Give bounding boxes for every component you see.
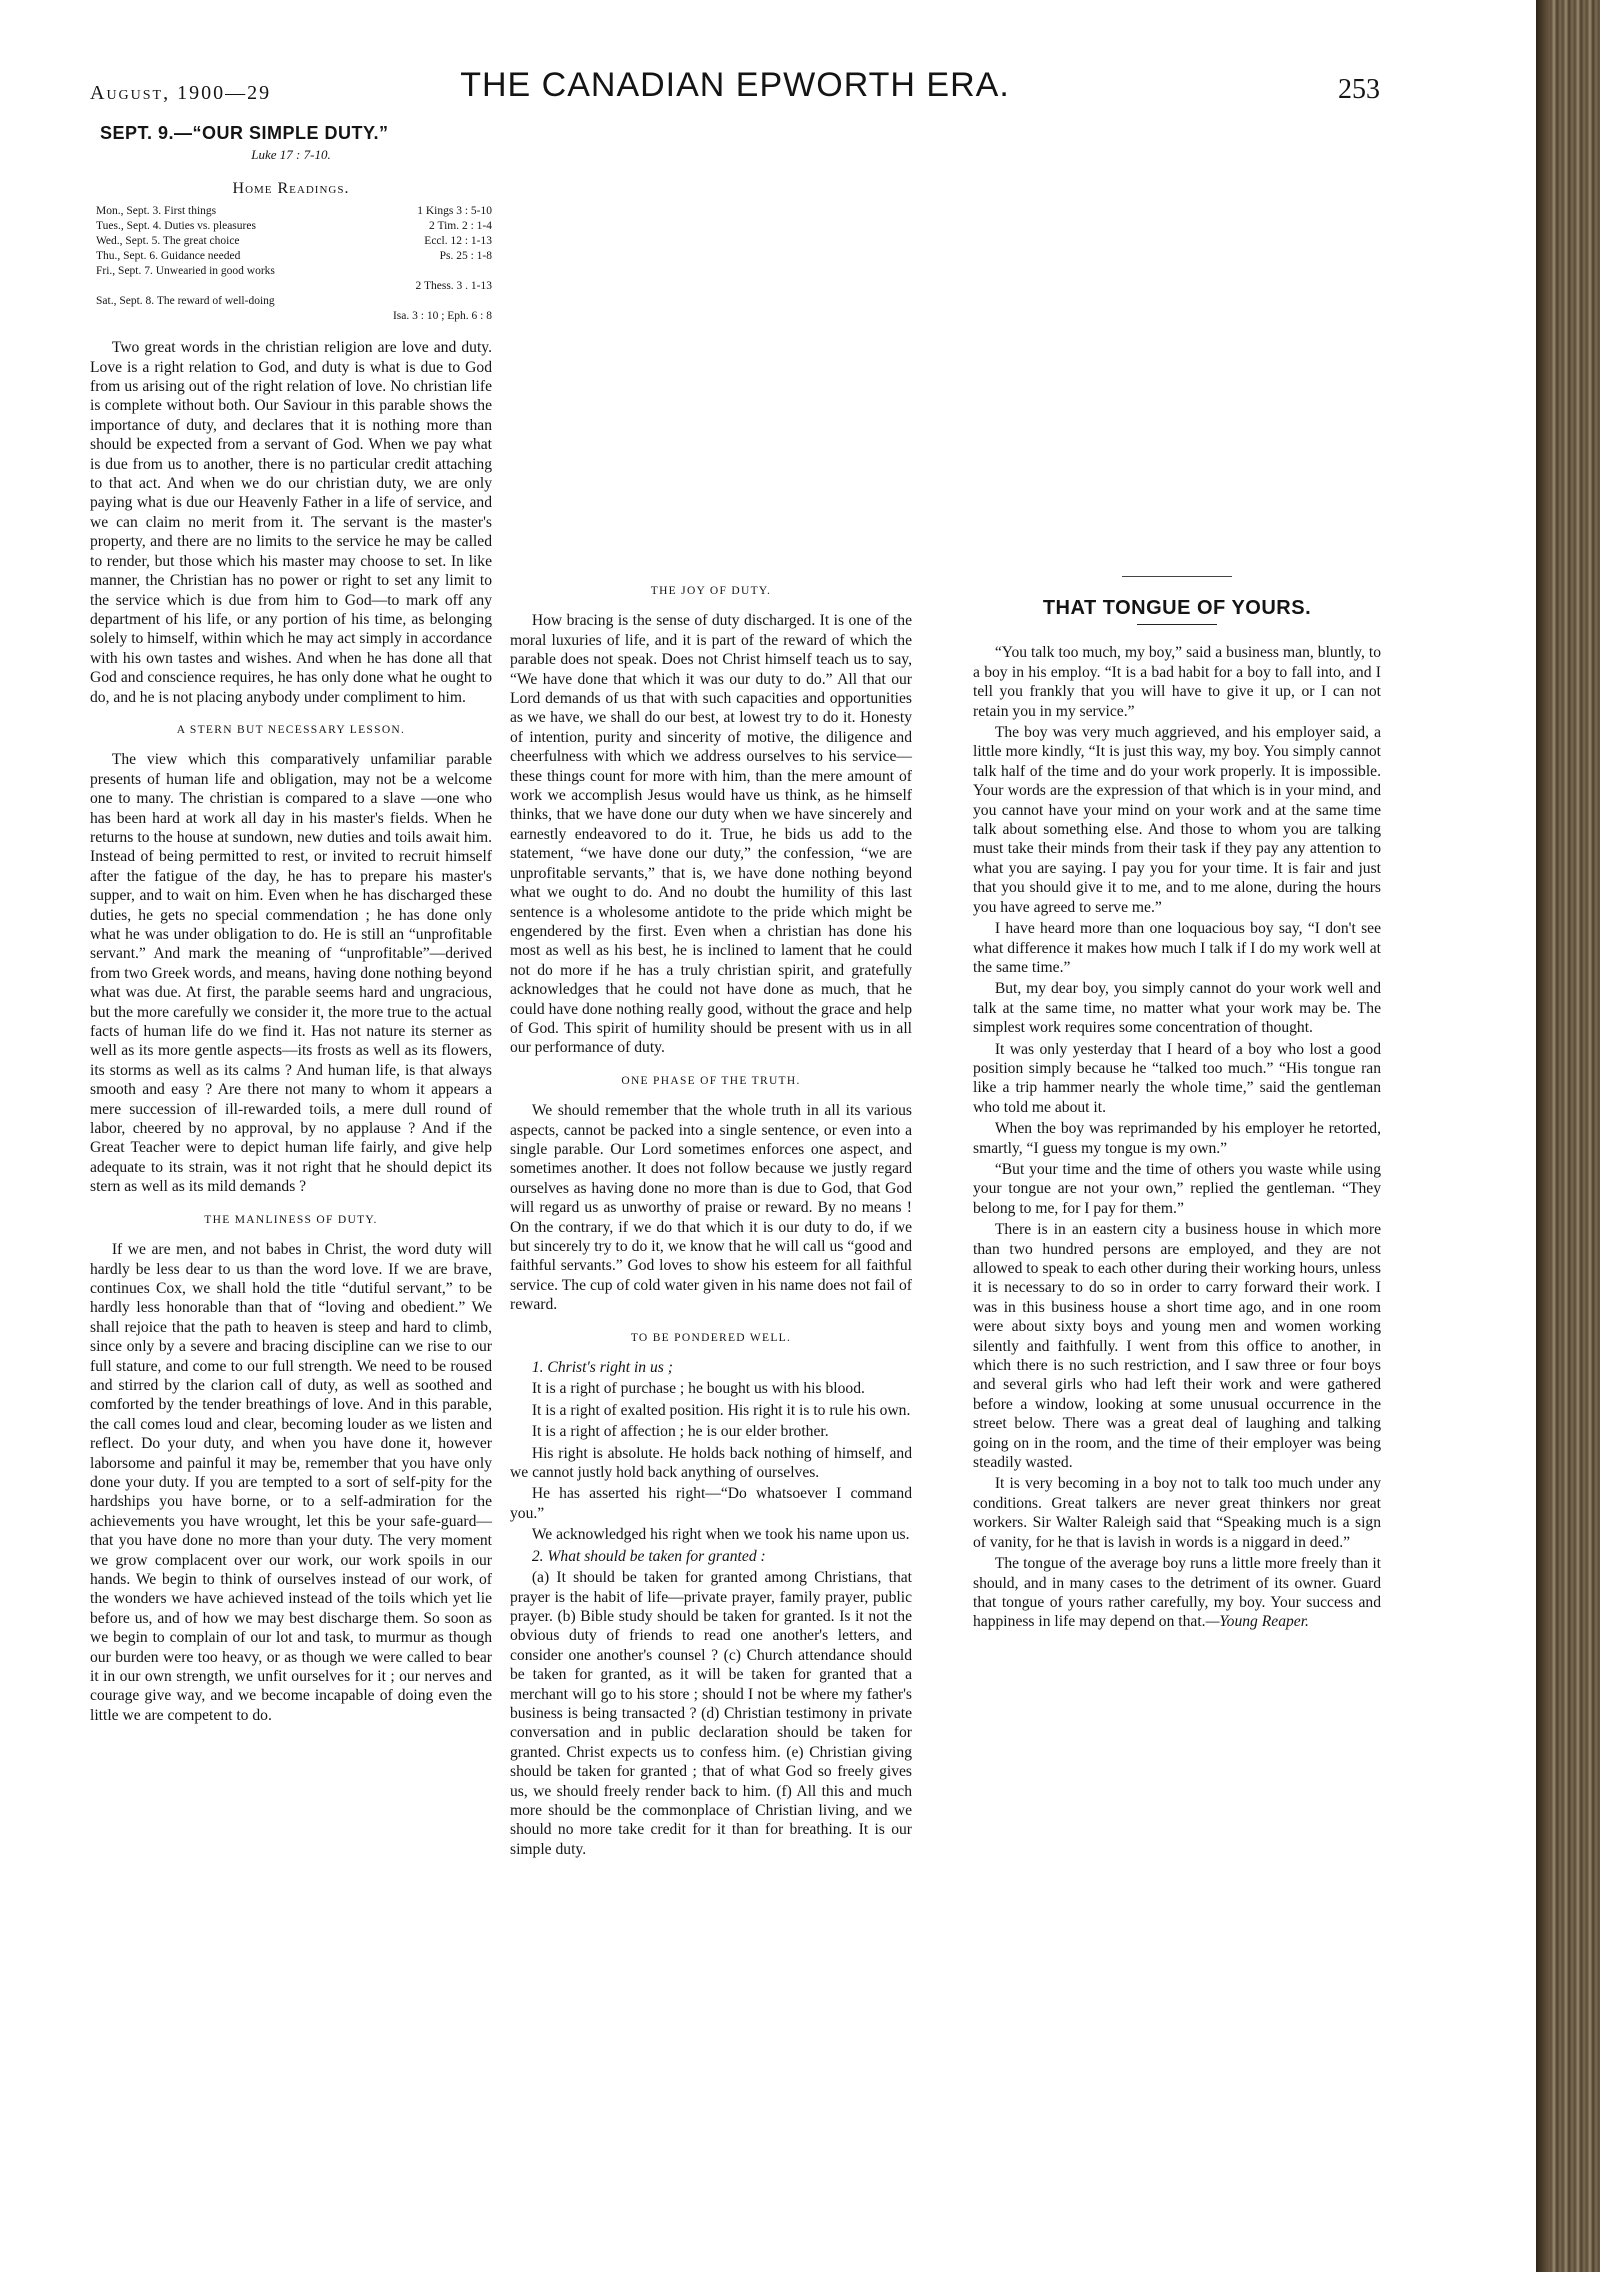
pondered-item-1-paragraph: It is a right of purchase ; he bought us with his blood. — [531, 1380, 865, 1398]
reading-title: The great choice — [162, 235, 240, 248]
pondered-item-1-label: 1. Christ's right in us ; — [531, 1359, 673, 1377]
article-paragraph: It is very becoming in a boy not to talk too much under any conditions. Great talkers are never great thinkers nor great workers. Sir Walter Raleigh said that “Speaking much is a sign of vanity, for he that is lavish in words is a niggard in deed.” — [973, 1475, 1381, 1551]
article-paragraph: I have heard more than one loquacious boy say, “I don't see what difference it makes how much I talk if I do my work well at the same time.” — [973, 920, 1381, 976]
reading-ref: 1 Kings 3 : 5-10 — [417, 205, 492, 218]
article-paragraph: “But your time and the time of others you waste while using your tongue are not your own,” replied the gentleman. “They belong to me, for I pay for them.” — [973, 1160, 1381, 1217]
article-paragraph — [973, 1554, 1381, 1632]
reading-row — [96, 219, 492, 234]
masthead-title: THE CANADIAN EPWORTH ERA. — [460, 66, 1010, 104]
reading-row — [96, 264, 492, 294]
section-divider — [1122, 576, 1232, 577]
reading-ref: Ps. 25 : 1-8 — [439, 250, 492, 263]
article-title: THAT TONGUE OF YOURS. — [1042, 597, 1312, 619]
topic-title: SEPT. 9.—“OUR SIMPLE DUTY.” — [100, 123, 389, 143]
article-paragraph: It was only yesterday that I heard of a boy who lost a good position simply because he “talked too much.” “His tongue ran like a trip hammer nearly the whole time,” said the gentleman who told me about it. — [973, 1040, 1381, 1116]
stern-lesson-heading: A STERN BUT NECESSARY LESSON. — [176, 723, 406, 736]
folio-date: August, 1900—29 — [90, 82, 272, 104]
title-rule — [1137, 624, 1217, 625]
reading-title: Unwearied in good works — [155, 265, 275, 278]
reading-day: Mon., Sept. 3. — [96, 205, 162, 218]
phase-of-truth-paragraph: We should remember that the whole truth in all its various aspects, cannot be packed into a single sentence, or even into a single parable. Our Lord sometimes enforces one aspect, and sometimes another. It does not follow because we justly regard ourselves as having done no more than is due to God, that God will regard us as unworthy of praise or reward. By no means ! On the contrary, if we do that which it is our duty to do, if we but sincerely try to do it, we know that he will call us “good and faithful servants.” God loves to show his esteem for all faithful service. The cup of cold water given in his name does not fail of reward. — [510, 1102, 912, 1314]
reading-ref: Isa. 3 : 10 ; Eph. 6 : 8 — [392, 310, 492, 323]
reading-row — [96, 294, 492, 324]
reading-day: Sat., Sept. 8. — [96, 295, 155, 308]
pondered-item-2-label: 2. What should be taken for granted : — [531, 1547, 766, 1565]
column-3-continuation-space — [973, 122, 1381, 562]
article-paragraph: When the boy was reprimanded by his employer he retorted, smartly, “I guess my tongue is my own.” — [973, 1120, 1381, 1157]
pondered-item-2-paragraph: (a) It should be taken for granted among Christians, that prayer is the habit of life—private prayer, family prayer, public prayer. (b) Bible study should be taken for granted. Is it not the obvious duty of friends to read one another's letters, and consider one another's counsel ? (c) Church attendance should be taken for granted, as it will be taken for granted that a merchant will go to his store ; should I not be where my father's business is being transacted ? (d) Christian testimony in private conversation and in public declaration should be taken for granted. Christ expects us to confess him. (e) Christian giving should be taken for granted ; that of what God so freely gives us, we should freely render back to him. (f) All this and much more should be the commonplace of Christian living, and we should no more take credit for it than for breathing. It is our simple duty. — [510, 1569, 912, 1858]
reading-title: Duties vs. pleasures — [164, 220, 256, 233]
reading-day: Tues., Sept. 4. — [96, 220, 162, 233]
column-1 — [90, 122, 492, 1727]
reading-day: Wed., Sept. 5. — [96, 235, 161, 248]
reading-ref: Eccl. 12 : 1-13 — [424, 235, 492, 248]
reading-row — [96, 234, 492, 249]
article-paragraph: The boy was very much aggrieved, and his employer said, a little more kindly, “It is just this way, my boy. You simply cannot talk half of the time and do your work properly. It is impossible. Your words are the expression of that which is in your mind, and you cannot have your mind on your work and at the same time talk about something else. And those to whom you are talking must take their minds from their task if they pay any attention to what you are saying. I pay you for your time. It is fair and just that you should give it to me, and to me alone, during the hours you have agreed to serve me.” — [973, 724, 1381, 916]
reading-title: First things — [164, 205, 217, 218]
pondered-heading: TO BE PONDERED WELL. — [630, 1331, 792, 1344]
article-paragraph: But, my dear boy, you simply cannot do your work well and talk at the same time, no matter what your work may be. The simplest work requires some concentration of thought. — [973, 980, 1381, 1037]
pondered-item-1-paragraph: It is a right of affection ; he is our elder brother. — [531, 1423, 829, 1441]
home-readings-list — [90, 204, 492, 324]
reading-day: Thu., Sept. 6. — [96, 250, 158, 263]
book-binding-edge — [1536, 0, 1600, 2272]
reading-title: The reward of well-doing — [156, 295, 275, 308]
column-3 — [973, 122, 1381, 1634]
article-paragraph: There is in an eastern city a business house in which more than two hundred persons are employed, and they are not allowed to speak to each other during their working hours, unless it is necessary to do so in order to carry forward their work. I was in this business house a short time ago, and in one room were about sixty boys and young men and women working silently and faithfully. I went from this office to another, in which there is no such restriction, and I saw three or four boys and several girls who had left their work and were gathered before a window, looking at some unusual occurrence in the street below. There was a great deal of laughing and talking going on in the room, and the time of their employer was being steadily wasted. — [973, 1221, 1381, 1472]
reading-row — [96, 204, 492, 219]
joy-of-duty-paragraph: How bracing is the sense of duty discharged. It is one of the moral luxuries of life, and it is part of the reward of which the parable does not speak. Does not Christ himself teach us to say, “We have done that which it was our duty to do.” All that our Lord demands of us that with such capacities and opportunities as we have, we shall do our best, at lowest try to do it. Honesty of intention, purity and sincerity of motive, the diligence and cheerfulness with which we address ourselves to his service—these things count for more with him, than the mere amount of work we accomplish Jesus would have us think, as he himself thinks, that we have done our duty when we have sincerely and earnestly endeavored to do it. True, he bids us add to the statement, “we have done our duty,” the confession, “we are unprofitable servants,” that is, we have done nothing beyond what we ought to do. And no doubt the humility of this last sentence is a wholesome antidote to the pride which might be engendered by the first. Even when a christian has done his most as well as his best, he is inclined to lament that he could not do more if he has a truly christian spirit, and gratefully acknowledges that he could not have done as much, that he could have done nothing really good, without the grace and help of God. This spirit of humility should be present with us in all our performance of duty. — [510, 612, 912, 1057]
page-header — [90, 62, 1380, 122]
manliness-heading: THE MANLINESS OF DUTY. — [204, 1213, 378, 1226]
stern-lesson-paragraph: The view which this comparatively unfamiliar parable presents of human life and obligation, may not be a welcome one to many. The christian is compared to a slave —one who has been hard at work all day in his master's fields. When he returns to the house at sundown, new duties and toils await him. Instead of being permitted to rest, or invited to recruit himself after the fatigue of the day, he has to prepare his master's supper, and to wait on him. Even when he has discharged these duties, he gets no special commendation ; he has done only what he was under obligation to do. He is still an “unprofitable servant.” And mark the meaning of “unprofitable”—derived from two Greek words, and means, having done nothing beyond what was due. At first, the parable seems hard and ungracious, but the more carefully we consider it, the more true to the actual facts of human life do we find it. Has not nature its sterner as well as its more gentle aspects—its frosts as well as its flowers, its storms as well as its calms ? And human life, is that always smooth and easy ? Are there not many to whom it appears a mere succession of ill-rewarded toils, a mere dull round of labor, cheered by no approval, by no applause ? And if the Great Teacher were to depict human life fairly, and give help adequate to its strain, was it not right that he should depict its stern as well as its mild demands ? — [90, 751, 492, 1196]
article-paragraph: “You talk too much, my boy,” said a business man, bluntly, to a boy in his employ. “It is a bad habit for a boy to fall into, and I tell you frankly that you will have to give it up, or I can not retain you in my service.” — [973, 644, 1381, 720]
reading-ref: 2 Tim. 2 : 1-4 — [429, 220, 492, 233]
pondered-item-1-paragraph: It is a right of exalted position. His right it is to rule his own. — [531, 1401, 911, 1419]
reading-ref: 2 Thess. 3 . 1-13 — [415, 280, 492, 293]
pondered-item-1-paragraph: We acknowledged his right when we took his name upon us. — [531, 1526, 910, 1544]
scripture-reference: Luke 17 : 7-10. — [251, 147, 331, 163]
reading-row — [96, 249, 492, 264]
page-number: 253 — [1338, 74, 1380, 105]
reading-day: Fri., Sept. 7. — [96, 265, 153, 278]
manliness-paragraph: If we are men, and not babes in Christ, the word duty will hardly be less dear to us than the word love. If we are brave, continues Cox, we shall hold the title “dutiful servant,” to be hardly less honorable than that of “loving and obedient.” We shall rejoice that the path to heaven is steep and hard to climb, since only by a severe and bracing discipline can we rise to our full stature, and come to our full strength. We need to be roused and stirred by the clarion call of duty, as well as soothed and comforted by the tender breathings of love. And in this parable, the call comes loud and clear, becoming louder as we listen and reflect. Do your duty, and when you have done it, however laborsome and painful it may be, remember that you have only done your duty. If you are tempted to a sort of self-pity for the hardships you have borne, or to a self-admiration for the achievements you have wrought, let this be your safe-guard—that you have done no more than your duty. The very moment we grow complacent over our work, our work spoils in our hands. We begin to think of ourselves instead of our work, of the wonders we have achieved instead of the toils which yet lie before us, and of how we may best discharge them. So soon as we begin to complain of our lot and task, to murmur as though our burden were too heavy, or as though we were called to bear it in our own strength, we unfit ourselves for it ; our nerves and courage give way, and we become incapable of doing even the little we are competent to do. — [90, 1241, 492, 1724]
column-2 — [510, 122, 912, 1861]
reading-title: Guidance needed — [160, 250, 241, 263]
pondered-item-1-paragraph: His right is absolute. He holds back nothing of himself, and we cannot justly hold back anything of ourselves. — [510, 1444, 912, 1482]
article-attribution: —Young Reaper. — [1205, 1613, 1309, 1631]
joy-of-duty-heading: THE JOY OF DUTY. — [650, 585, 772, 597]
pondered-item-1-paragraph: He has asserted his right—“Do whatsoever I command you.” — [510, 1485, 912, 1522]
intro-paragraph: Two great words in the christian religion are love and duty. Love is a right relation to God, and duty is what is due to God from us arising out of the right relation of love. No christian life is complete without both. Our Saviour in this parable shows the importance of duty, and declares that it is nothing more than should be expected from a servant of God. When we pay what is due from us to another, there is no particular credit attaching to that act. And when we do our christian duty, we are only paying what is due our Heavenly Father in a life of service, and we can claim no merit from it. The servant is the master's property, and there are no limits to the service he may be called to render, but those which his master may choose to set. In like manner, the Christian has no power or right to set any limit to the service which is due from him to God—to mark off any department of his life, or any portion of his time, as belonging solely to himself, within which he may act simply in accordance with his own tastes and wishes. And when he has done all that God and conscience requires, he has only done what he ought to do, and he is not placing anybody under compliment to him. — [90, 339, 492, 706]
phase-of-truth-heading: ONE PHASE OF THE TRUTH. — [621, 1074, 801, 1087]
home-readings-title: Home Readings. — [232, 179, 350, 197]
article-closing-text: The tongue of the average boy runs a little more freely than it should, and in many cases to the detriment of its owner. Guard that tongue of yours rather carefully, my boy. Your success and happiness in life may depend on that. — [973, 1555, 1381, 1631]
